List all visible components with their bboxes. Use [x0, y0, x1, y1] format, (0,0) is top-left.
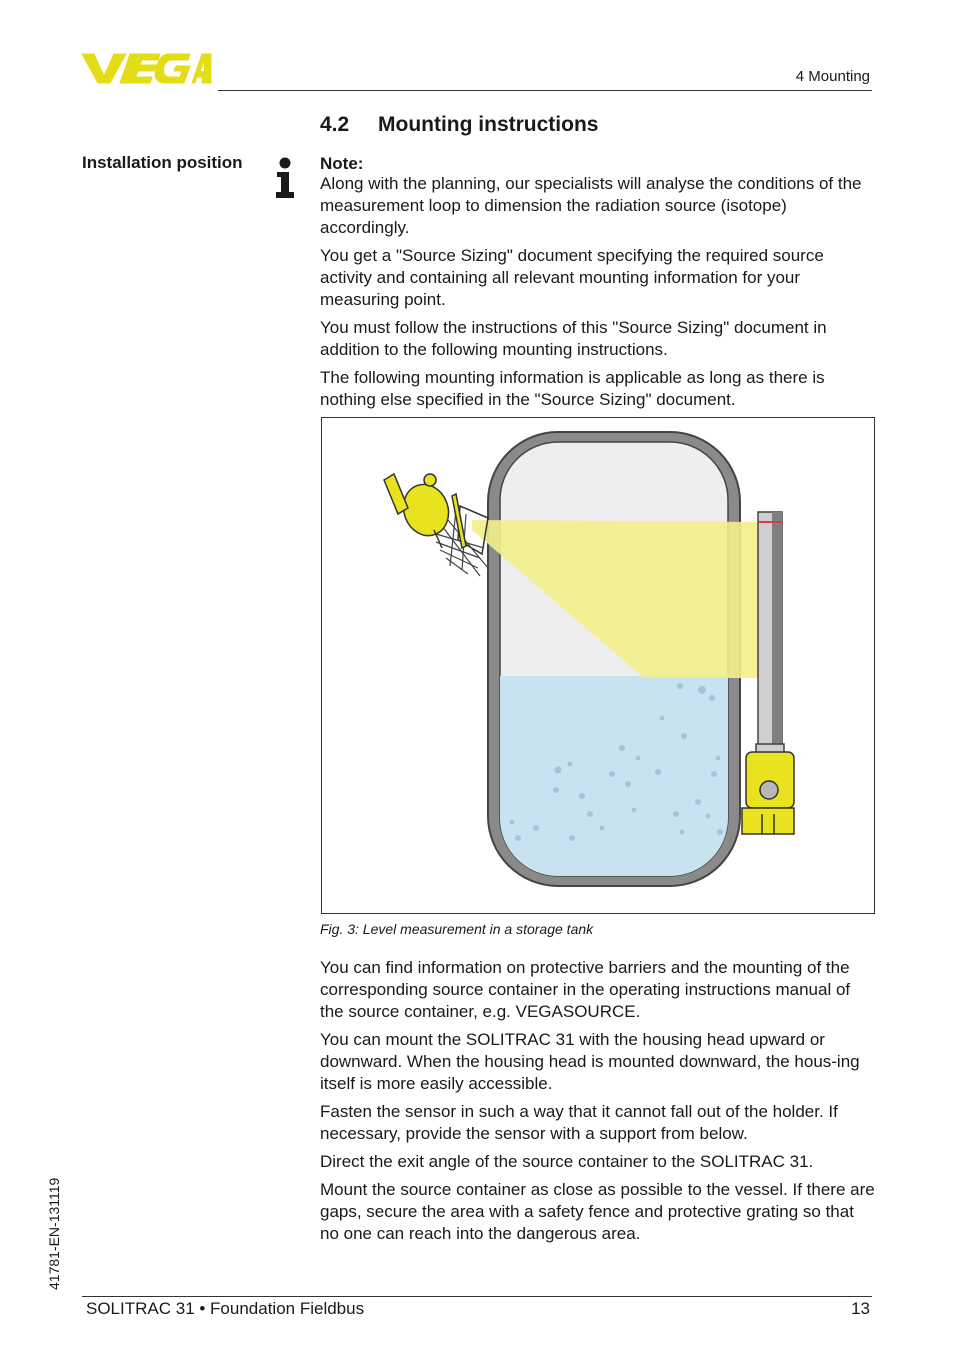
note-paragraph: The following mounting information is applicable as long as there is nothing else specified in the "Source Sizing" document. — [320, 368, 825, 409]
note-heading: Note: — [320, 154, 364, 173]
header-section-label: 4 Mounting — [795, 68, 870, 85]
body-paragraph: Direct the exit angle of the source container to the SOLITRAC 31. — [320, 1152, 814, 1171]
note-paragraph: You get a "Source Sizing" document specifying the required source activity and containing all relevant mounting information for your measuring point. — [320, 246, 824, 309]
footer-divider — [82, 1296, 872, 1297]
page-number: 13 — [851, 1299, 870, 1318]
body-text-block — [320, 957, 876, 1251]
body-paragraph: Mount the source container as close as possible to the vessel. If there are gaps, secure the area with a safety fence and protective grating so that no one can reach into the dangerous area. — [320, 1180, 875, 1243]
section-title: Mounting instructions — [378, 113, 599, 136]
section-number: 4.2 — [320, 113, 350, 136]
note-paragraph: You must follow the instructions of this "Source Sizing" document in addition to the following mounting instructions. — [320, 318, 827, 359]
solitrac-housing — [742, 752, 794, 834]
info-note-icon — [275, 157, 295, 199]
figure-caption: Fig. 3: Level measurement in a storage tank — [320, 921, 594, 937]
body-paragraph: Fasten the sensor in such a way that it cannot fall out of the holder. If necessary, provide the sensor with a support from below. — [320, 1102, 838, 1143]
section-heading — [320, 113, 598, 137]
body-paragraph: You can find information on protective barriers and the mounting of the corresponding source container in the operating instructions manual of the source container, e.g. VEGASOURCE. — [320, 958, 851, 1021]
figure-frame — [321, 417, 875, 914]
margin-label-installation-position: Installation position — [82, 153, 243, 172]
note-text-block — [320, 173, 876, 417]
header-divider — [218, 90, 872, 91]
vega-logo — [80, 50, 212, 86]
storage-tank-illustration — [322, 418, 874, 913]
document-code: 41781-EN-131119 — [46, 1177, 62, 1290]
body-paragraph: You can mount the SOLITRAC 31 with the housing head upward or downward. When the housing head is mounted downward, the hous-ing itself is more easily accessible. — [320, 1030, 860, 1093]
note-paragraph: Along with the planning, our specialists will analyse the conditions of the measurement loop to dimension the radiation source (isotope) accordingly. — [320, 174, 862, 237]
footer-product: SOLITRAC 31 • Foundation Fieldbus — [86, 1299, 365, 1318]
